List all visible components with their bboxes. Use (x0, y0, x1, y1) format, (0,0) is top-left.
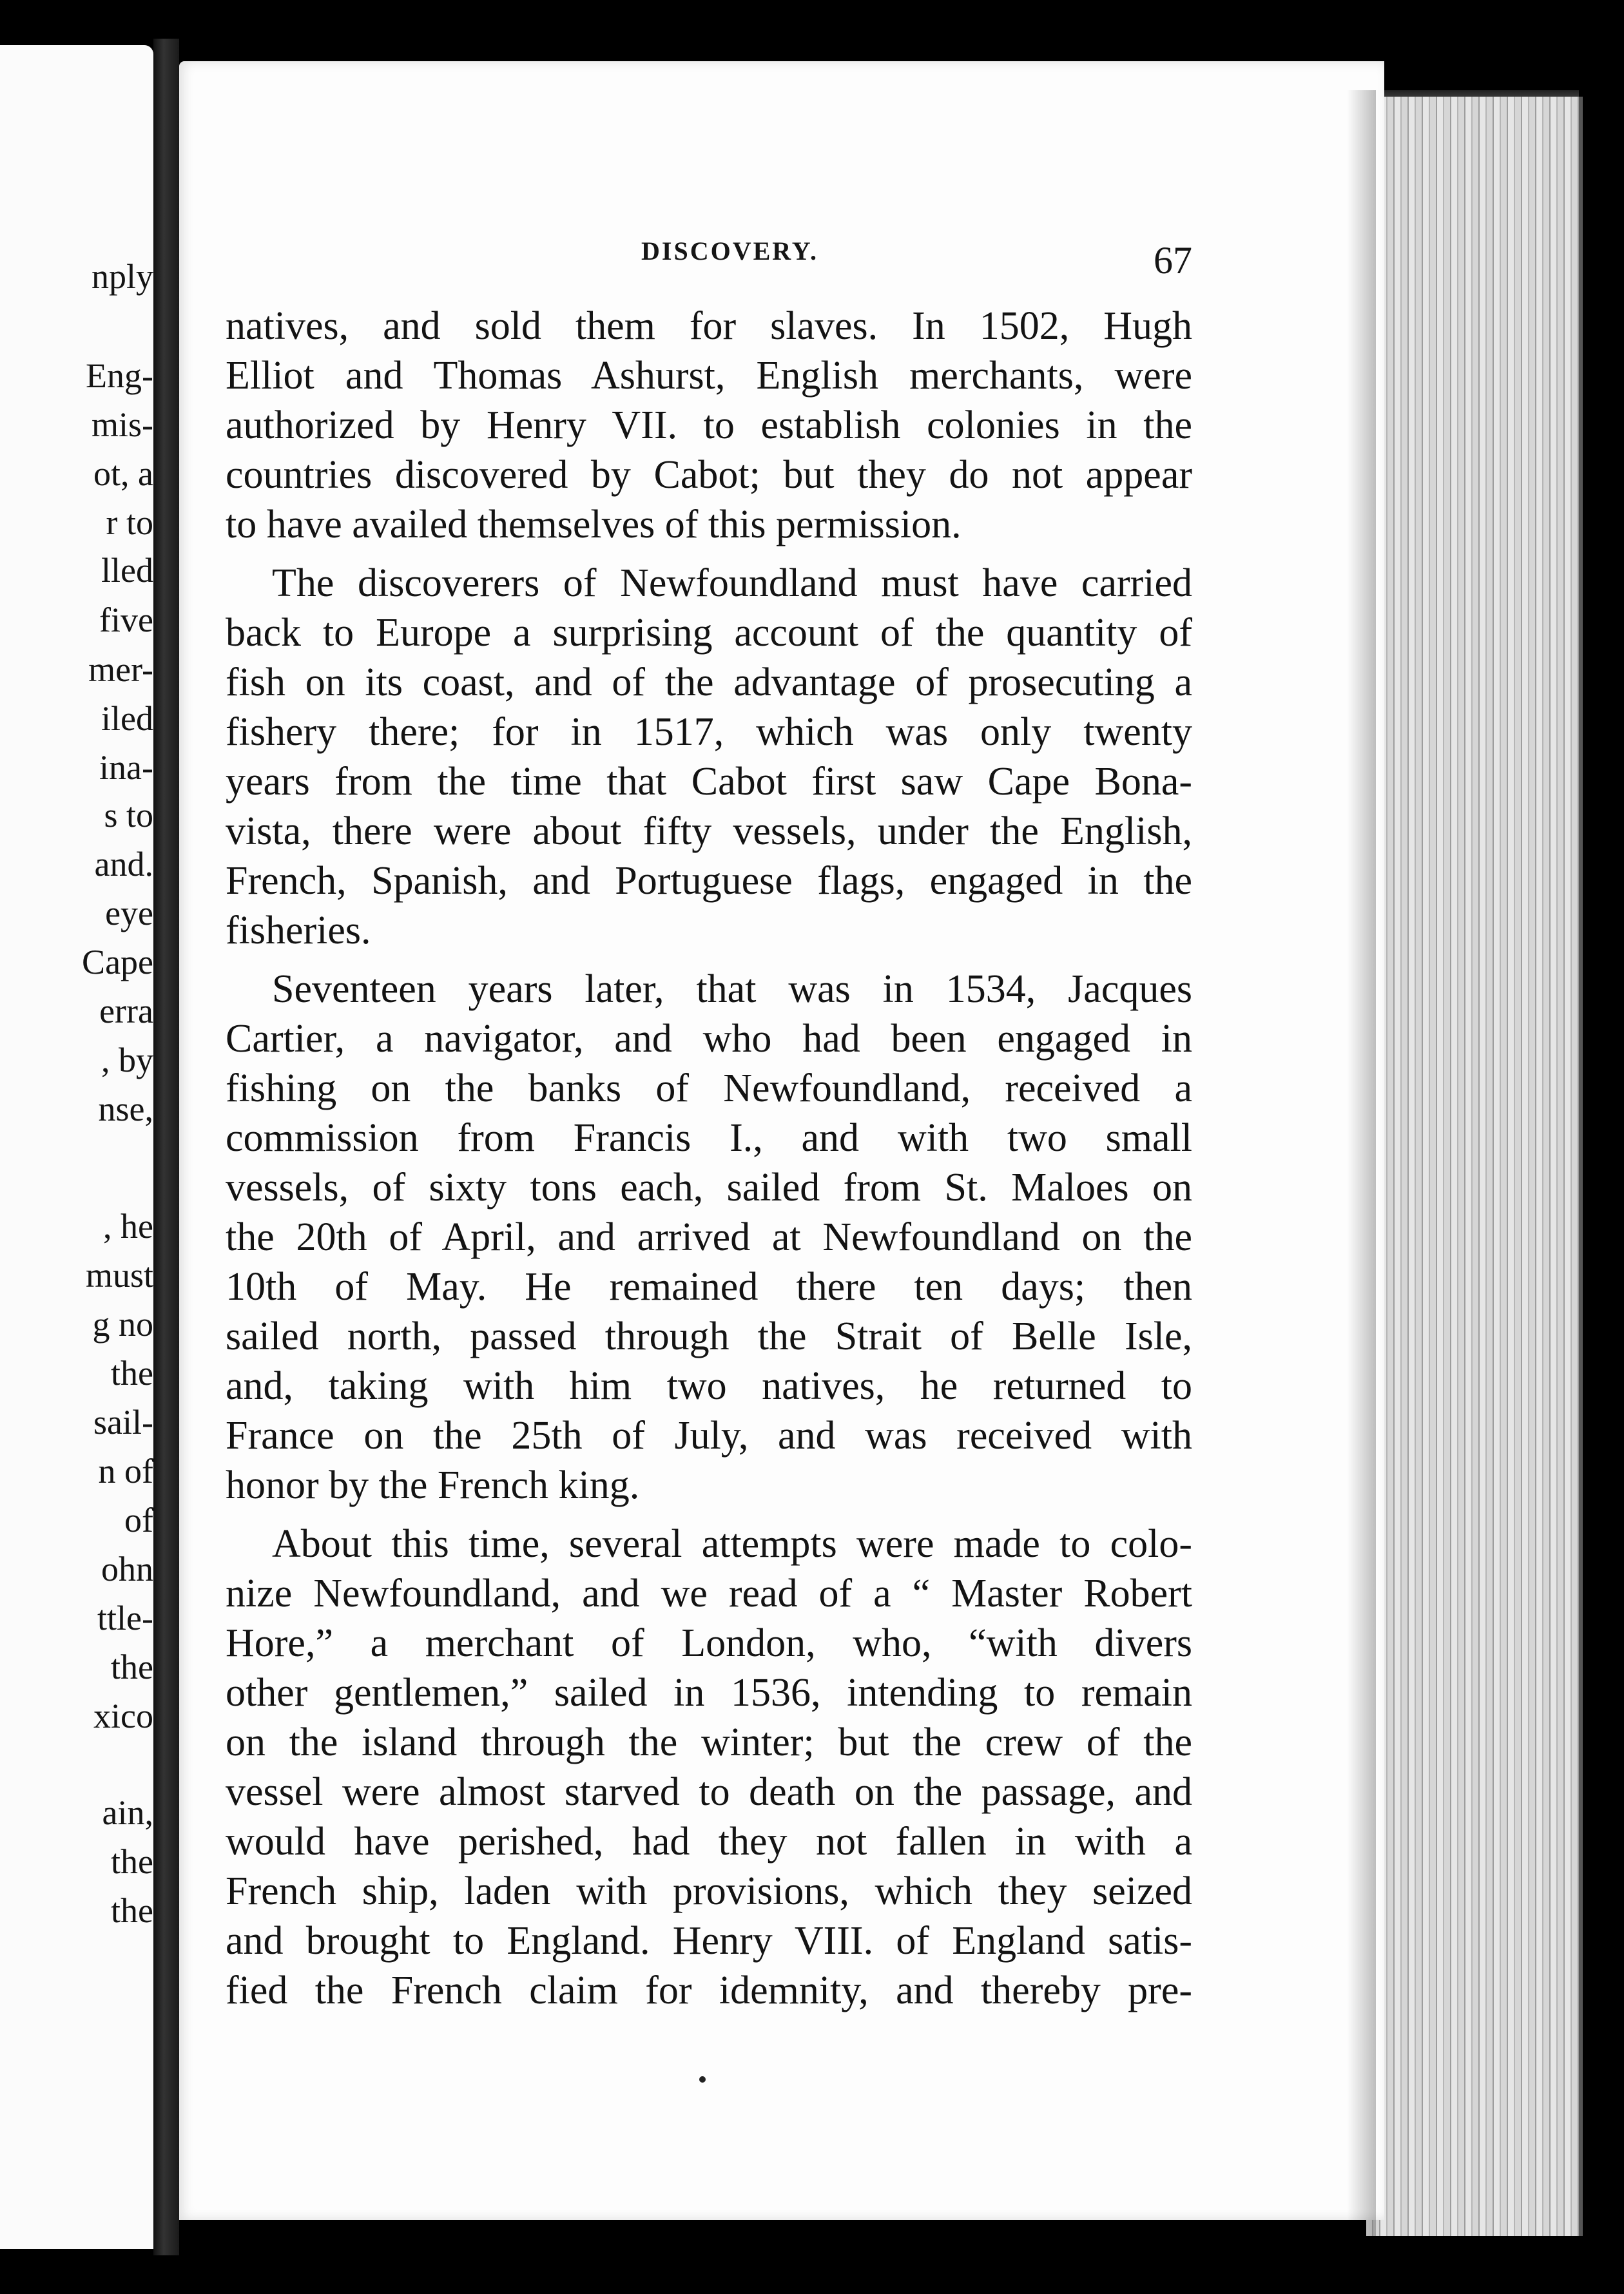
text-line: to have availed themselves of this permission. (226, 503, 962, 546)
left-page-fragment: and. (94, 845, 153, 883)
running-head: DISCOVERY. (641, 236, 818, 265)
text-line: and, taking with him two natives, he returned to (226, 1364, 1192, 1408)
left-page-fragment: of (124, 1501, 153, 1539)
left-page-fragment: r to (106, 503, 153, 542)
left-facing-page (0, 45, 153, 2249)
left-page-fragment: must (85, 1256, 153, 1295)
left-page-fragment: lled (101, 551, 153, 590)
left-page-fragment: ot, a (93, 454, 153, 493)
text-line: Seventeen years later, that was in 1534, Jacques (272, 967, 1192, 1011)
left-page-fragment: eye (105, 894, 153, 932)
text-line: vessel were almost starved to death on the passage, and (226, 1770, 1192, 1814)
text-line: on the island through the winter; but the crew of the (226, 1720, 1192, 1764)
text-line: Elliot and Thomas Ashurst, English merchants, were (226, 354, 1192, 398)
left-page-fragment: five (99, 601, 153, 639)
text-line: countries discovered by Cabot; but they do not appear (226, 453, 1192, 497)
left-page-fragment: s to (104, 796, 153, 834)
book-gutter (153, 39, 179, 2255)
left-page-fragment: ttle- (97, 1599, 153, 1637)
text-line: fishing on the banks of Newfoundland, received a (226, 1066, 1192, 1110)
text-line: French ship, laden with provisions, which they seized (226, 1869, 1192, 1913)
text-line: vista, there were about fifty vessels, under the English, (226, 809, 1192, 853)
left-page-fragment: the (111, 1648, 153, 1686)
text-line: vessels, of sixty tons each, sailed from St. Maloes on (226, 1166, 1192, 1210)
text-line: French, Spanish, and Portuguese flags, engaged in the (226, 859, 1192, 903)
text-line: authorized by Henry VII. to establish colonies in the (226, 403, 1192, 447)
left-page-fragment: ain, (102, 1793, 153, 1832)
left-page-fragment: the (111, 1891, 153, 1930)
text-line: natives, and sold them for slaves. In 1502, Hugh (226, 304, 1192, 348)
left-page-fragment: Eng- (86, 356, 153, 395)
left-page-fragment: , he (103, 1207, 153, 1246)
left-page-fragment: mer- (88, 650, 153, 689)
text-line: fied the French claim for idemnity, and thereby pre- (226, 1969, 1192, 2012)
text-line: years from the time that Cabot first saw Cape Bona- (226, 760, 1192, 804)
left-page-fragment: Cape (82, 943, 153, 981)
printing-speck (699, 2076, 706, 2083)
text-line: sailed north, passed through the Strait of Belle Isle, (226, 1315, 1192, 1358)
text-line: would have perished, had they not fallen in with a (226, 1820, 1192, 1864)
text-line: back to Europe a surprising account of the quantity of (226, 611, 1192, 655)
text-line: fishery there; for in 1517, which was only twenty (226, 710, 1192, 754)
left-page-fragment: , by (101, 1041, 153, 1079)
left-page-fragment: g no (92, 1305, 153, 1344)
left-page-fragment: nse, (98, 1090, 153, 1128)
left-page-fragment: ina- (99, 748, 153, 787)
text-line: fisheries. (226, 909, 371, 952)
text-line: other gentlemen,” sailed in 1536, intending to remain (226, 1671, 1192, 1715)
text-line: and brought to England. Henry VIII. of England satis- (226, 1919, 1192, 1963)
left-page-fragment: the (111, 1842, 153, 1881)
text-line: About this time, several attempts were made to colo- (272, 1522, 1192, 1566)
left-page-fragment: the (111, 1354, 153, 1393)
page-number: 67 (1154, 239, 1192, 282)
left-page-fragment: ohn (101, 1550, 153, 1588)
text-line: 10th of May. He remained there ten days; then (226, 1265, 1192, 1309)
text-line: fish on its coast, and of the advantage of prosecuting a (226, 660, 1192, 704)
left-page-fragment: sail- (93, 1403, 153, 1441)
left-page-fragment: mis- (91, 405, 153, 444)
left-page-fragment: nply (91, 257, 153, 296)
text-line: honor by the French king. (226, 1463, 640, 1507)
left-page-fragment: erra (99, 992, 153, 1030)
text-line: commission from Francis I., and with two small (226, 1116, 1192, 1160)
left-page-fragment: xico (93, 1697, 153, 1735)
left-page-fragment: n of (98, 1452, 153, 1490)
text-line: Cartier, a navigator, and who had been engaged in (226, 1017, 1192, 1061)
left-page-fragment: iled (101, 699, 153, 738)
text-line: nize Newfoundland, and we read of a “ Master Robert (226, 1572, 1192, 1615)
page-edge-stack (1366, 97, 1583, 2236)
text-line: Hore,” a merchant of London, who, “with divers (226, 1621, 1192, 1665)
text-line: The discoverers of Newfoundland must have carried (272, 561, 1192, 605)
page-edge-shadow (1347, 90, 1376, 2236)
text-line: France on the 25th of July, and was received with (226, 1414, 1192, 1458)
text-line: the 20th of April, and arrived at Newfoundland on the (226, 1215, 1192, 1259)
